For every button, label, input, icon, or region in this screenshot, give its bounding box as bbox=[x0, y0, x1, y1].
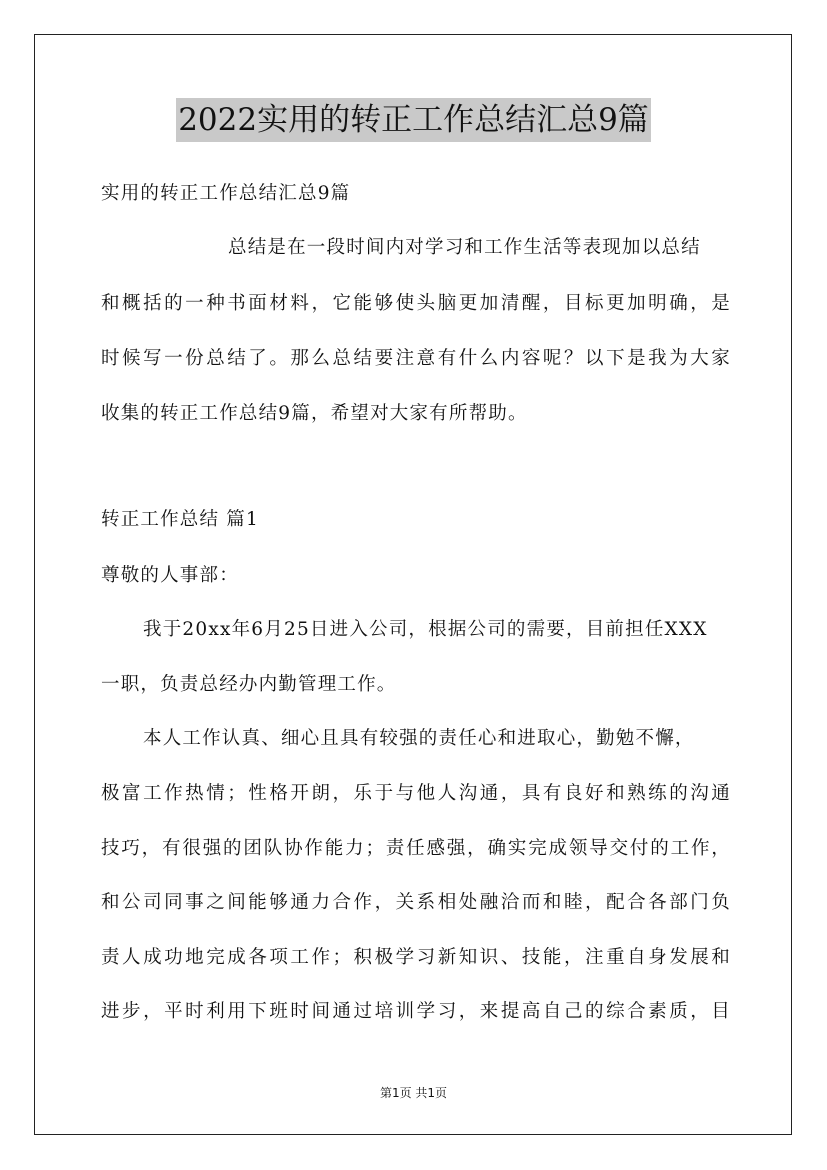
body-line: 总结是在一段时间内对学习和工作生活等表现加以总结 bbox=[228, 237, 701, 258]
body-line: 技巧，有很强的团队协作能力；责任感强，确实完成领导交付的工作， bbox=[101, 838, 731, 859]
body-line: 时候写一份总结了。那么总结要注意有什么内容呢？以下是我为大家 bbox=[101, 348, 731, 369]
body-line: 一职，负责总经办内勤管理工作。 bbox=[101, 674, 397, 695]
body-line: 和概括的一种书面材料，它能够使头脑更加清醒，目标更加明确，是 bbox=[101, 293, 731, 314]
title-wrapper bbox=[0, 98, 827, 142]
body-line: 责人成功地完成各项工作；积极学习新知识、技能，注重自身发展和 bbox=[101, 947, 731, 968]
section-heading: 转正工作总结 篇1 bbox=[101, 509, 259, 530]
subtitle-line: 实用的转正工作总结汇总9篇 bbox=[101, 183, 351, 204]
document-title: 2022实用的转正工作总结汇总9篇 bbox=[176, 98, 651, 142]
body-line: 极富工作热情；性格开朗，乐于与他人沟通，具有良好和熟练的沟通 bbox=[101, 783, 731, 804]
salutation: 尊敬的人事部： bbox=[101, 565, 239, 586]
body-line: 进步，平时利用下班时间通过培训学习，来提高自己的综合素质，目 bbox=[101, 1001, 731, 1022]
body-line: 和公司同事之间能够通力合作，关系相处融洽而和睦，配合各部门负 bbox=[101, 892, 731, 913]
body-line: 本人工作认真、细心且具有较强的责任心和进取心，勤勉不懈， bbox=[143, 728, 695, 749]
body-line: 我于20xx年6月25日进入公司，根据公司的需要，目前担任XXX bbox=[143, 619, 708, 640]
body-line: 收集的转正工作总结9篇，希望对大家有所帮助。 bbox=[101, 403, 528, 424]
page-footer: 第1页 共1页 bbox=[379, 1086, 448, 1100]
